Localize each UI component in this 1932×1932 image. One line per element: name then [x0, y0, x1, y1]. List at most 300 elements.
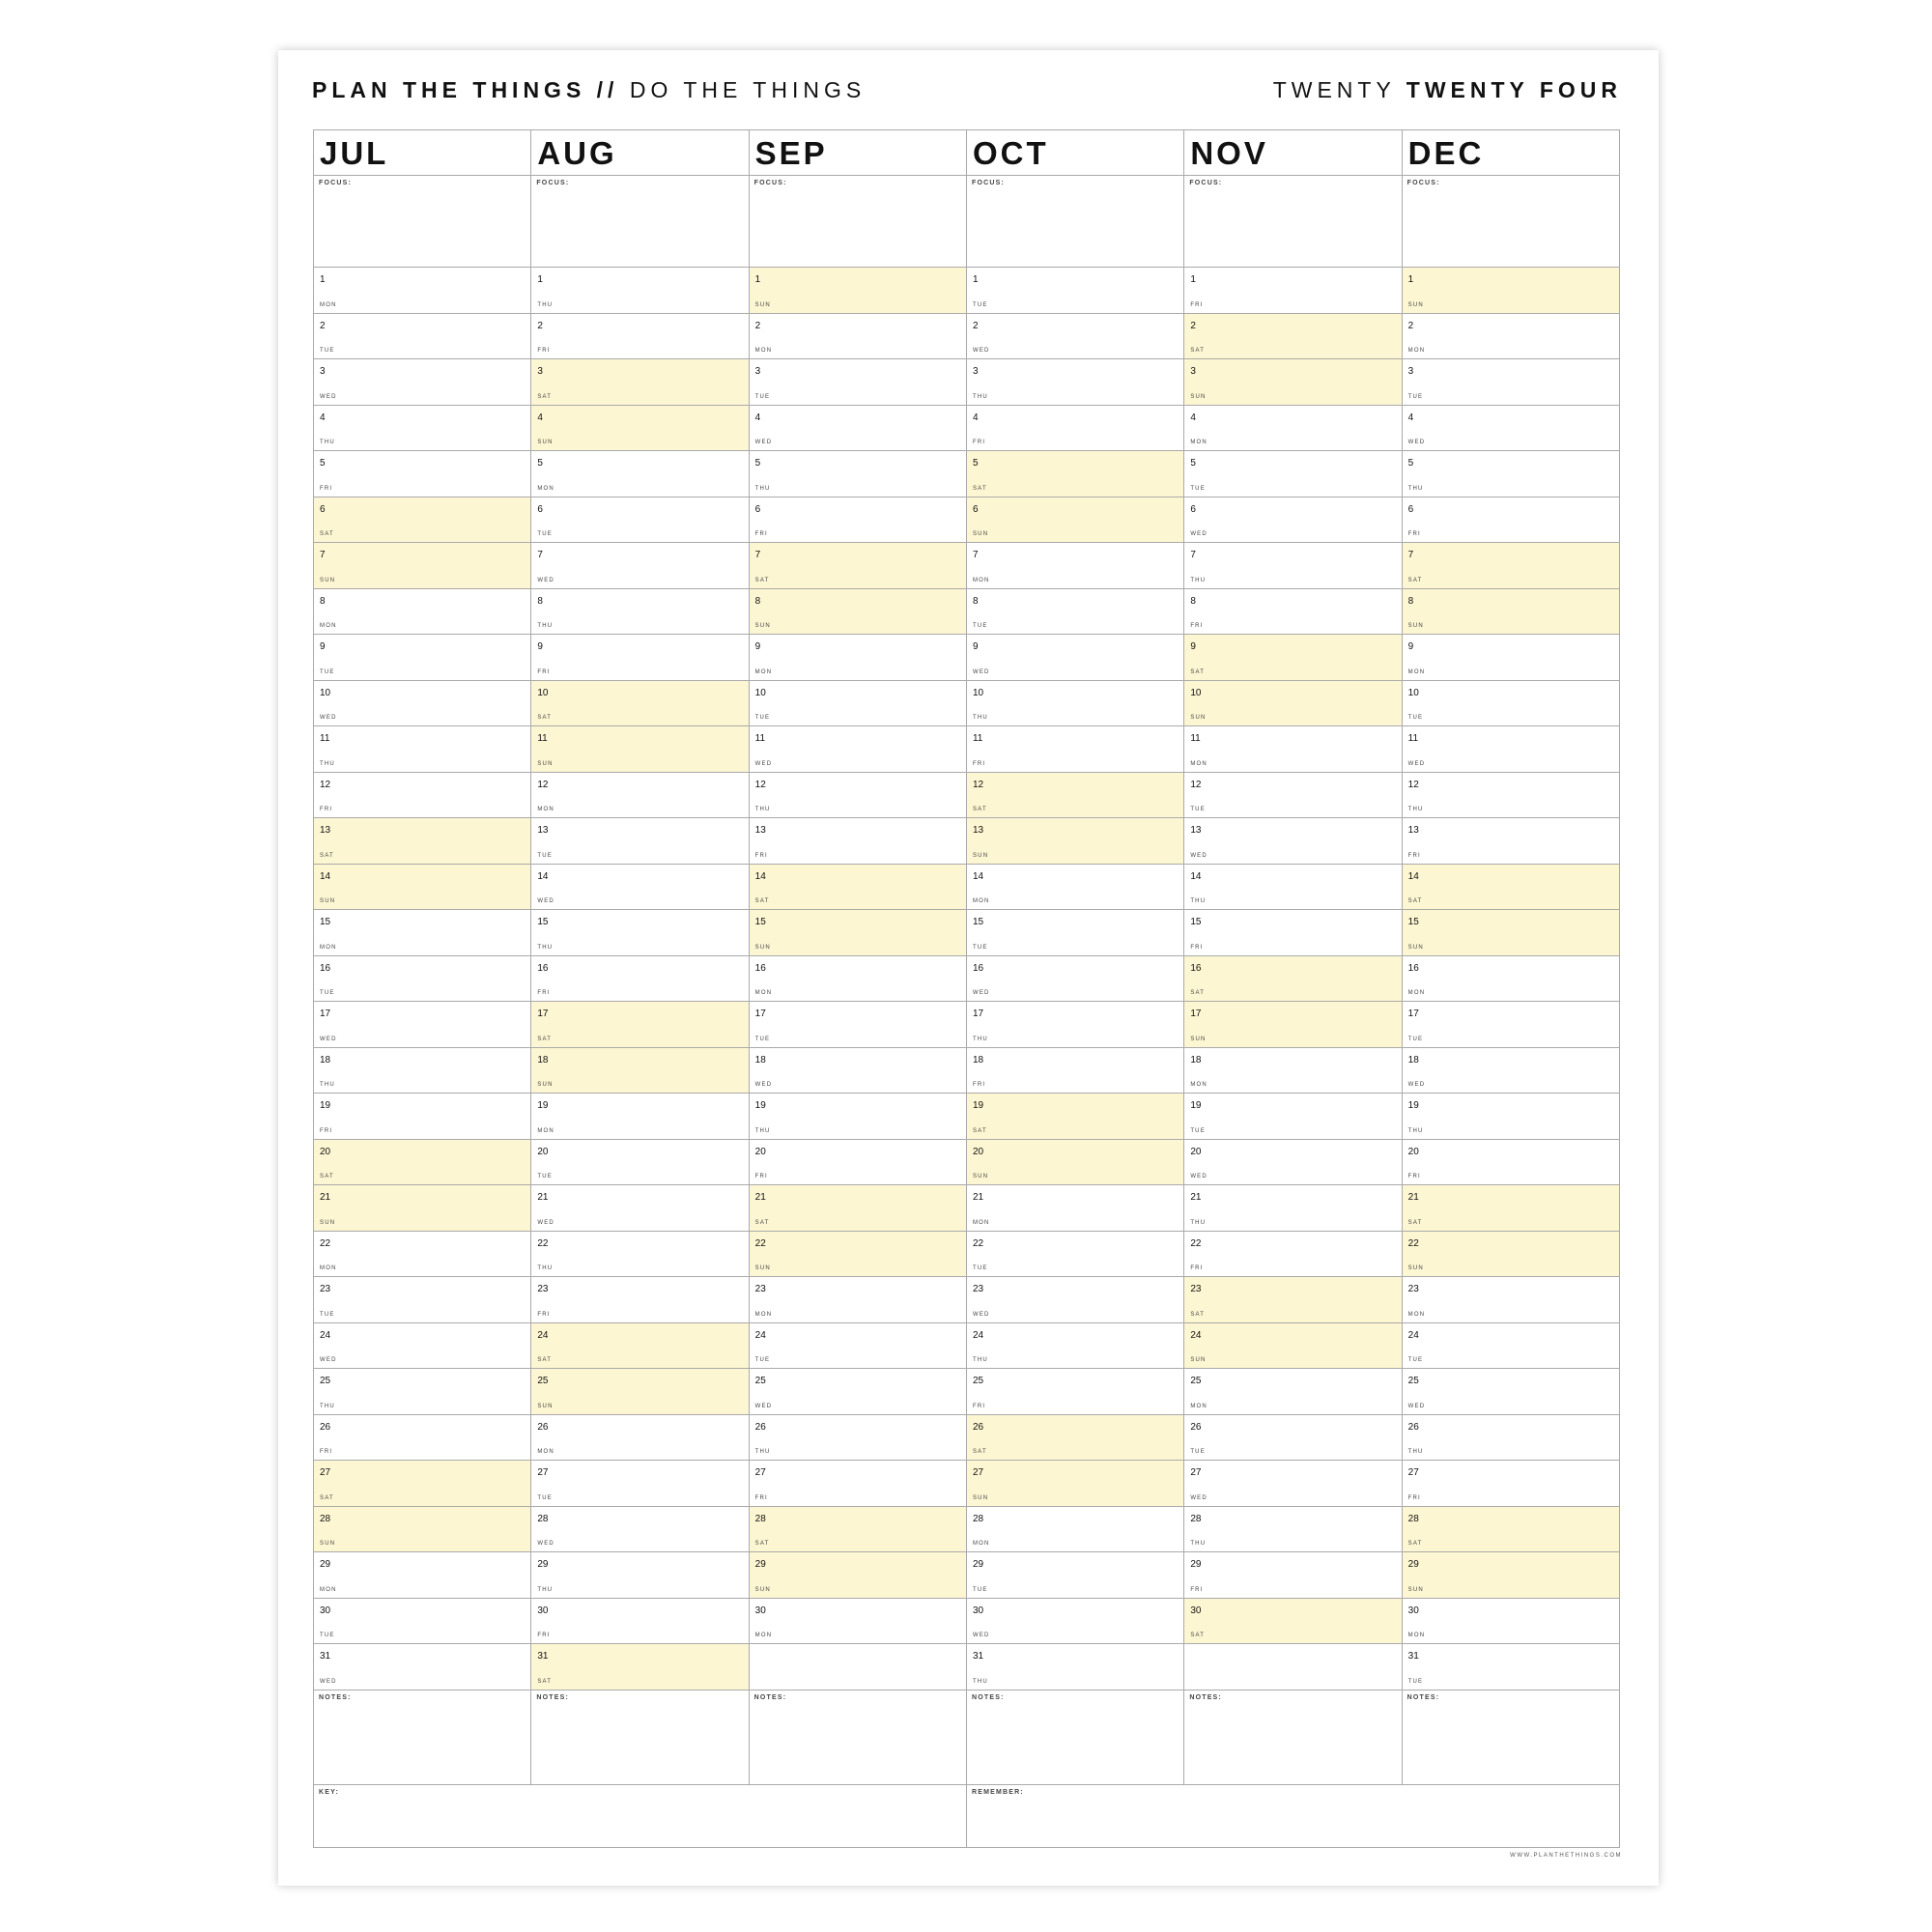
day-number: 11 — [320, 733, 330, 744]
day-cell[interactable] — [750, 359, 966, 406]
empty-day-cell — [750, 1644, 966, 1690]
day-of-week: SUN — [754, 1586, 771, 1593]
day-of-week: TUE — [1407, 393, 1424, 400]
day-cell[interactable] — [531, 1644, 748, 1690]
day-cell[interactable] — [1184, 1002, 1401, 1048]
day-cell[interactable] — [967, 726, 1183, 773]
day-cell[interactable] — [1403, 1277, 1619, 1323]
day-number: 15 — [320, 917, 331, 927]
day-of-week: MON — [754, 1633, 773, 1638]
day-number: 11 — [972, 733, 983, 744]
day-cell[interactable] — [1184, 451, 1401, 497]
day-cell[interactable] — [750, 773, 966, 819]
day-cell[interactable] — [750, 818, 966, 865]
day-cell[interactable] — [314, 1232, 530, 1278]
day-of-week: MON — [1407, 668, 1426, 675]
day-cell[interactable] — [1184, 773, 1401, 819]
day-cell[interactable] — [750, 726, 966, 773]
day-list — [314, 268, 530, 1690]
day-cell[interactable] — [531, 543, 748, 589]
day-cell[interactable] — [1403, 451, 1619, 497]
day-cell[interactable] — [1403, 1002, 1619, 1048]
day-cell[interactable] — [531, 1140, 748, 1186]
day-number: 1 — [972, 274, 979, 285]
day-of-week: SAT — [537, 715, 553, 721]
day-cell[interactable] — [1403, 1094, 1619, 1140]
day-cell[interactable] — [1184, 818, 1401, 865]
day-cell[interactable] — [1184, 956, 1401, 1003]
day-of-week: WED — [754, 1082, 773, 1088]
day-number: 5 — [1190, 458, 1196, 469]
day-cell[interactable] — [314, 268, 530, 314]
day-cell[interactable] — [750, 1552, 966, 1599]
day-cell[interactable] — [1184, 359, 1401, 406]
day-cell[interactable] — [531, 1048, 748, 1094]
day-cell[interactable] — [967, 1002, 1183, 1048]
day-cell[interactable] — [1184, 268, 1401, 314]
month-columns — [314, 130, 1619, 1785]
day-cell[interactable] — [1403, 726, 1619, 773]
day-of-week: SUN — [320, 577, 336, 583]
day-cell[interactable] — [531, 406, 748, 452]
day-number: 6 — [1407, 503, 1414, 515]
day-of-week: TUE — [1190, 485, 1206, 492]
day-cell[interactable] — [531, 726, 748, 773]
day-cell[interactable] — [1184, 865, 1401, 911]
day-cell[interactable] — [531, 1094, 748, 1140]
focus-label: FOCUS: — [1406, 180, 1440, 186]
day-number: 9 — [320, 641, 326, 652]
day-cell[interactable] — [314, 1185, 530, 1232]
day-of-week: THU — [972, 1678, 988, 1685]
day-cell[interactable] — [531, 1277, 748, 1323]
day-cell[interactable] — [750, 543, 966, 589]
day-cell[interactable] — [750, 1002, 966, 1048]
day-number: 24 — [972, 1329, 984, 1341]
day-cell[interactable] — [1184, 1048, 1401, 1094]
day-of-week: FRI — [972, 1082, 986, 1088]
day-cell[interactable] — [314, 1599, 530, 1645]
day-cell[interactable] — [314, 726, 530, 773]
day-cell[interactable] — [1184, 1552, 1401, 1599]
day-cell[interactable] — [967, 1094, 1183, 1140]
day-cell[interactable] — [1403, 1644, 1619, 1690]
day-cell[interactable] — [1184, 314, 1401, 360]
focus-box[interactable] — [750, 176, 966, 268]
notes-box[interactable] — [1184, 1690, 1401, 1786]
day-cell[interactable] — [531, 1552, 748, 1599]
day-cell[interactable] — [314, 1461, 530, 1507]
day-cell[interactable] — [314, 1002, 530, 1048]
day-cell[interactable] — [314, 635, 530, 681]
day-of-week: FRI — [1407, 852, 1421, 859]
day-cell[interactable] — [314, 497, 530, 544]
day-cell[interactable] — [314, 681, 530, 727]
day-of-week: FRI — [1190, 301, 1204, 308]
day-cell[interactable] — [750, 1323, 966, 1370]
day-number: 26 — [537, 1421, 549, 1433]
day-cell[interactable] — [1184, 1232, 1401, 1278]
day-cell[interactable] — [967, 1048, 1183, 1094]
day-cell[interactable] — [1403, 359, 1619, 406]
month-column-sep — [749, 130, 966, 1785]
day-cell[interactable] — [967, 1232, 1183, 1278]
notes-box[interactable] — [750, 1690, 966, 1786]
day-number: 19 — [1190, 1100, 1202, 1111]
day-cell[interactable] — [750, 1185, 966, 1232]
day-of-week: THU — [320, 1082, 335, 1088]
day-of-week: SUN — [1190, 393, 1207, 400]
day-cell[interactable] — [1184, 1461, 1401, 1507]
day-cell[interactable] — [967, 1552, 1183, 1599]
day-cell[interactable] — [1403, 1048, 1619, 1094]
day-cell[interactable] — [314, 818, 530, 865]
day-of-week: MON — [320, 301, 337, 308]
day-cell[interactable] — [531, 956, 748, 1003]
day-cell[interactable] — [967, 1140, 1183, 1186]
day-cell[interactable] — [1403, 1415, 1619, 1462]
day-cell[interactable] — [967, 1369, 1183, 1415]
key-label: KEY: — [319, 1789, 340, 1796]
day-cell[interactable] — [1403, 1369, 1619, 1415]
day-of-week: TUE — [320, 1633, 335, 1638]
remember-box[interactable] — [966, 1785, 1619, 1848]
notes-box[interactable] — [531, 1690, 748, 1786]
day-cell[interactable] — [750, 635, 966, 681]
day-number: 20 — [1407, 1146, 1419, 1157]
day-number: 29 — [972, 1559, 984, 1570]
day-number: 5 — [972, 458, 979, 469]
day-number: 10 — [972, 687, 984, 698]
day-cell[interactable] — [1403, 1140, 1619, 1186]
day-number: 28 — [537, 1513, 549, 1524]
day-of-week: SAT — [754, 577, 770, 583]
notes-box[interactable] — [1403, 1690, 1619, 1786]
day-of-week: MON — [972, 1219, 990, 1226]
day-cell[interactable] — [967, 1415, 1183, 1462]
day-cell[interactable] — [531, 1369, 748, 1415]
day-of-week: TUE — [1407, 715, 1424, 721]
day-cell[interactable] — [1184, 1140, 1401, 1186]
notes-box[interactable] — [314, 1690, 530, 1786]
day-cell[interactable] — [1403, 773, 1619, 819]
key-box[interactable] — [314, 1785, 966, 1848]
day-cell[interactable] — [314, 956, 530, 1003]
day-cell[interactable] — [967, 268, 1183, 314]
day-cell[interactable] — [314, 1507, 530, 1553]
day-of-week: SAT — [1190, 1633, 1206, 1638]
day-cell[interactable] — [967, 497, 1183, 544]
day-number: 22 — [1407, 1237, 1419, 1249]
day-cell[interactable] — [1403, 589, 1619, 636]
bottom-panel — [314, 1784, 1619, 1848]
day-number: 9 — [972, 641, 979, 652]
day-number: 11 — [1190, 733, 1201, 744]
day-cell[interactable] — [1403, 1232, 1619, 1278]
focus-box[interactable] — [967, 176, 1183, 268]
day-cell[interactable] — [314, 314, 530, 360]
day-of-week: FRI — [754, 1494, 768, 1501]
day-of-week: THU — [972, 1357, 988, 1363]
day-cell[interactable] — [314, 1552, 530, 1599]
day-of-week: TUE — [1407, 1678, 1424, 1685]
focus-box[interactable] — [314, 176, 530, 268]
day-of-week: WED — [1190, 1494, 1208, 1501]
day-cell[interactable] — [531, 268, 748, 314]
day-cell[interactable] — [967, 406, 1183, 452]
day-of-week: TUE — [537, 852, 553, 859]
day-cell[interactable] — [1184, 1094, 1401, 1140]
day-of-week: SUN — [537, 440, 554, 445]
day-cell[interactable] — [1184, 910, 1401, 956]
day-of-week: THU — [1190, 1541, 1207, 1547]
day-cell[interactable] — [531, 314, 748, 360]
day-cell[interactable] — [1403, 406, 1619, 452]
day-of-week: WED — [320, 1036, 337, 1042]
day-cell[interactable] — [750, 956, 966, 1003]
day-cell[interactable] — [967, 314, 1183, 360]
day-cell[interactable] — [531, 1185, 748, 1232]
day-of-week: SUN — [754, 944, 771, 951]
day-cell[interactable] — [750, 681, 966, 727]
day-of-week: TUE — [320, 348, 335, 354]
day-number: 29 — [1190, 1559, 1202, 1570]
day-cell[interactable] — [967, 1644, 1183, 1690]
day-cell[interactable] — [314, 865, 530, 911]
day-number: 17 — [320, 1009, 331, 1019]
day-cell[interactable] — [314, 1369, 530, 1415]
day-cell[interactable] — [1403, 956, 1619, 1003]
day-number: 14 — [972, 870, 984, 882]
day-cell[interactable] — [314, 359, 530, 406]
day-cell[interactable] — [1403, 1552, 1619, 1599]
day-cell[interactable] — [967, 1599, 1183, 1645]
month-column-dec — [1402, 130, 1619, 1785]
day-cell[interactable] — [314, 1323, 530, 1370]
day-number: 27 — [1190, 1467, 1202, 1478]
day-cell[interactable] — [750, 1232, 966, 1278]
day-of-week: SUN — [1407, 1265, 1424, 1271]
day-number: 7 — [1190, 550, 1196, 560]
day-cell[interactable] — [750, 1369, 966, 1415]
day-number: 20 — [320, 1146, 331, 1157]
day-number: 17 — [1407, 1009, 1419, 1019]
day-cell[interactable] — [314, 406, 530, 452]
day-cell[interactable] — [1184, 1507, 1401, 1553]
day-cell[interactable] — [967, 818, 1183, 865]
day-of-week: THU — [537, 1586, 554, 1593]
day-cell[interactable] — [967, 1277, 1183, 1323]
day-cell[interactable] — [314, 1094, 530, 1140]
day-cell[interactable] — [314, 1415, 530, 1462]
day-number: 6 — [1190, 503, 1196, 515]
day-cell[interactable] — [1403, 543, 1619, 589]
day-cell[interactable] — [1403, 635, 1619, 681]
day-cell[interactable] — [531, 1323, 748, 1370]
day-cell[interactable] — [531, 818, 748, 865]
day-cell[interactable] — [967, 1323, 1183, 1370]
day-of-week: SUN — [320, 1541, 336, 1547]
day-of-week: WED — [320, 715, 337, 721]
notes-label: NOTES: — [971, 1693, 1005, 1701]
day-of-week: TUE — [537, 531, 553, 537]
day-of-week: THU — [1407, 1127, 1424, 1134]
day-cell[interactable] — [967, 543, 1183, 589]
day-cell[interactable] — [1184, 726, 1401, 773]
day-cell[interactable] — [750, 314, 966, 360]
day-cell[interactable] — [750, 910, 966, 956]
day-cell[interactable] — [531, 635, 748, 681]
day-cell[interactable] — [531, 359, 748, 406]
day-number: 20 — [754, 1146, 766, 1157]
day-cell[interactable] — [531, 1507, 748, 1553]
day-cell[interactable] — [531, 865, 748, 911]
day-cell[interactable] — [750, 1415, 966, 1462]
day-cell[interactable] — [750, 268, 966, 314]
day-cell[interactable] — [531, 1415, 748, 1462]
day-cell[interactable] — [967, 359, 1183, 406]
day-cell[interactable] — [967, 956, 1183, 1003]
day-cell[interactable] — [314, 589, 530, 636]
day-cell[interactable] — [1184, 1415, 1401, 1462]
remember-label: REMEMBER: — [972, 1789, 1024, 1796]
day-number: 28 — [1190, 1513, 1202, 1524]
day-cell[interactable] — [1403, 910, 1619, 956]
day-cell[interactable] — [750, 1461, 966, 1507]
day-number: 20 — [1190, 1146, 1202, 1157]
day-of-week: TUE — [1190, 1449, 1206, 1455]
day-cell[interactable] — [1184, 589, 1401, 636]
day-cell[interactable] — [314, 1048, 530, 1094]
day-of-week: MON — [754, 348, 773, 354]
day-cell[interactable] — [967, 773, 1183, 819]
day-cell[interactable] — [531, 910, 748, 956]
day-cell[interactable] — [1184, 406, 1401, 452]
day-of-week: SAT — [972, 1127, 987, 1134]
website-footer: WWW.PLANTHETHINGS.COM — [1510, 1853, 1622, 1859]
day-cell[interactable] — [967, 1461, 1183, 1507]
day-of-week: FRI — [537, 348, 551, 354]
day-cell[interactable] — [531, 773, 748, 819]
day-cell[interactable] — [314, 543, 530, 589]
day-cell[interactable] — [314, 773, 530, 819]
day-cell[interactable] — [750, 1048, 966, 1094]
day-number: 16 — [972, 962, 984, 974]
day-cell[interactable] — [531, 589, 748, 636]
day-number: 21 — [972, 1192, 984, 1203]
day-of-week: SUN — [972, 1174, 989, 1179]
day-of-week: FRI — [1407, 1494, 1421, 1501]
focus-box[interactable] — [531, 176, 748, 268]
day-cell[interactable] — [967, 1185, 1183, 1232]
day-cell[interactable] — [967, 451, 1183, 497]
day-cell[interactable] — [750, 497, 966, 544]
day-cell[interactable] — [1403, 497, 1619, 544]
day-cell[interactable] — [967, 681, 1183, 727]
day-cell[interactable] — [750, 865, 966, 911]
day-cell[interactable] — [967, 589, 1183, 636]
day-number: 1 — [1190, 274, 1196, 285]
day-cell[interactable] — [531, 451, 748, 497]
day-cell[interactable] — [1403, 865, 1619, 911]
day-cell[interactable] — [1403, 1507, 1619, 1553]
day-number: 13 — [1407, 825, 1419, 836]
focus-box[interactable] — [1184, 176, 1401, 268]
day-cell[interactable] — [1403, 681, 1619, 727]
day-cell[interactable] — [1184, 1323, 1401, 1370]
day-cell[interactable] — [314, 1644, 530, 1690]
day-cell[interactable] — [1403, 1599, 1619, 1645]
day-cell[interactable] — [750, 1094, 966, 1140]
day-cell[interactable] — [1403, 818, 1619, 865]
day-number: 28 — [1407, 1513, 1419, 1524]
day-cell[interactable] — [1184, 1599, 1401, 1645]
day-cell[interactable] — [531, 1232, 748, 1278]
day-cell[interactable] — [531, 1002, 748, 1048]
day-cell[interactable] — [750, 1507, 966, 1553]
day-cell[interactable] — [1184, 635, 1401, 681]
day-of-week: SUN — [972, 1494, 989, 1501]
day-cell[interactable] — [1403, 1323, 1619, 1370]
day-cell[interactable] — [1184, 543, 1401, 589]
focus-box[interactable] — [1403, 176, 1619, 268]
day-cell[interactable] — [750, 589, 966, 636]
day-cell[interactable] — [1403, 268, 1619, 314]
day-of-week: WED — [537, 898, 554, 904]
day-cell[interactable] — [1184, 1185, 1401, 1232]
day-of-week: MON — [537, 1449, 554, 1455]
day-cell[interactable] — [314, 910, 530, 956]
day-cell[interactable] — [750, 451, 966, 497]
day-number: 29 — [1407, 1559, 1419, 1570]
day-cell[interactable] — [750, 1140, 966, 1186]
day-cell[interactable] — [531, 1461, 748, 1507]
day-cell[interactable] — [750, 406, 966, 452]
day-of-week: TUE — [320, 1311, 335, 1318]
day-cell[interactable] — [750, 1277, 966, 1323]
day-cell[interactable] — [967, 635, 1183, 681]
day-of-week: SUN — [1190, 715, 1207, 721]
day-cell[interactable] — [1403, 1185, 1619, 1232]
planner-poster — [278, 50, 1659, 1886]
day-cell[interactable] — [314, 1140, 530, 1186]
day-of-week: SUN — [537, 760, 554, 767]
day-of-week: FRI — [1190, 1265, 1204, 1271]
day-cell[interactable] — [531, 1599, 748, 1645]
day-cell[interactable] — [314, 1277, 530, 1323]
day-of-week: WED — [1407, 440, 1426, 445]
day-of-week: WED — [1407, 1082, 1426, 1088]
day-cell[interactable] — [967, 865, 1183, 911]
day-cell[interactable] — [967, 1507, 1183, 1553]
day-of-week: WED — [320, 1678, 337, 1685]
day-cell[interactable] — [967, 910, 1183, 956]
calendar-grid — [313, 129, 1620, 1848]
day-cell[interactable] — [1184, 497, 1401, 544]
day-cell[interactable] — [1184, 1369, 1401, 1415]
day-cell[interactable] — [1403, 314, 1619, 360]
day-cell[interactable] — [1184, 1277, 1401, 1323]
day-number: 25 — [537, 1376, 549, 1386]
day-cell[interactable] — [1403, 1461, 1619, 1507]
day-cell[interactable] — [1184, 681, 1401, 727]
day-cell[interactable] — [531, 681, 748, 727]
notes-box[interactable] — [967, 1690, 1183, 1786]
day-cell[interactable] — [314, 451, 530, 497]
day-number: 24 — [1407, 1329, 1419, 1341]
day-cell[interactable] — [750, 1599, 966, 1645]
day-cell[interactable] — [531, 497, 748, 544]
